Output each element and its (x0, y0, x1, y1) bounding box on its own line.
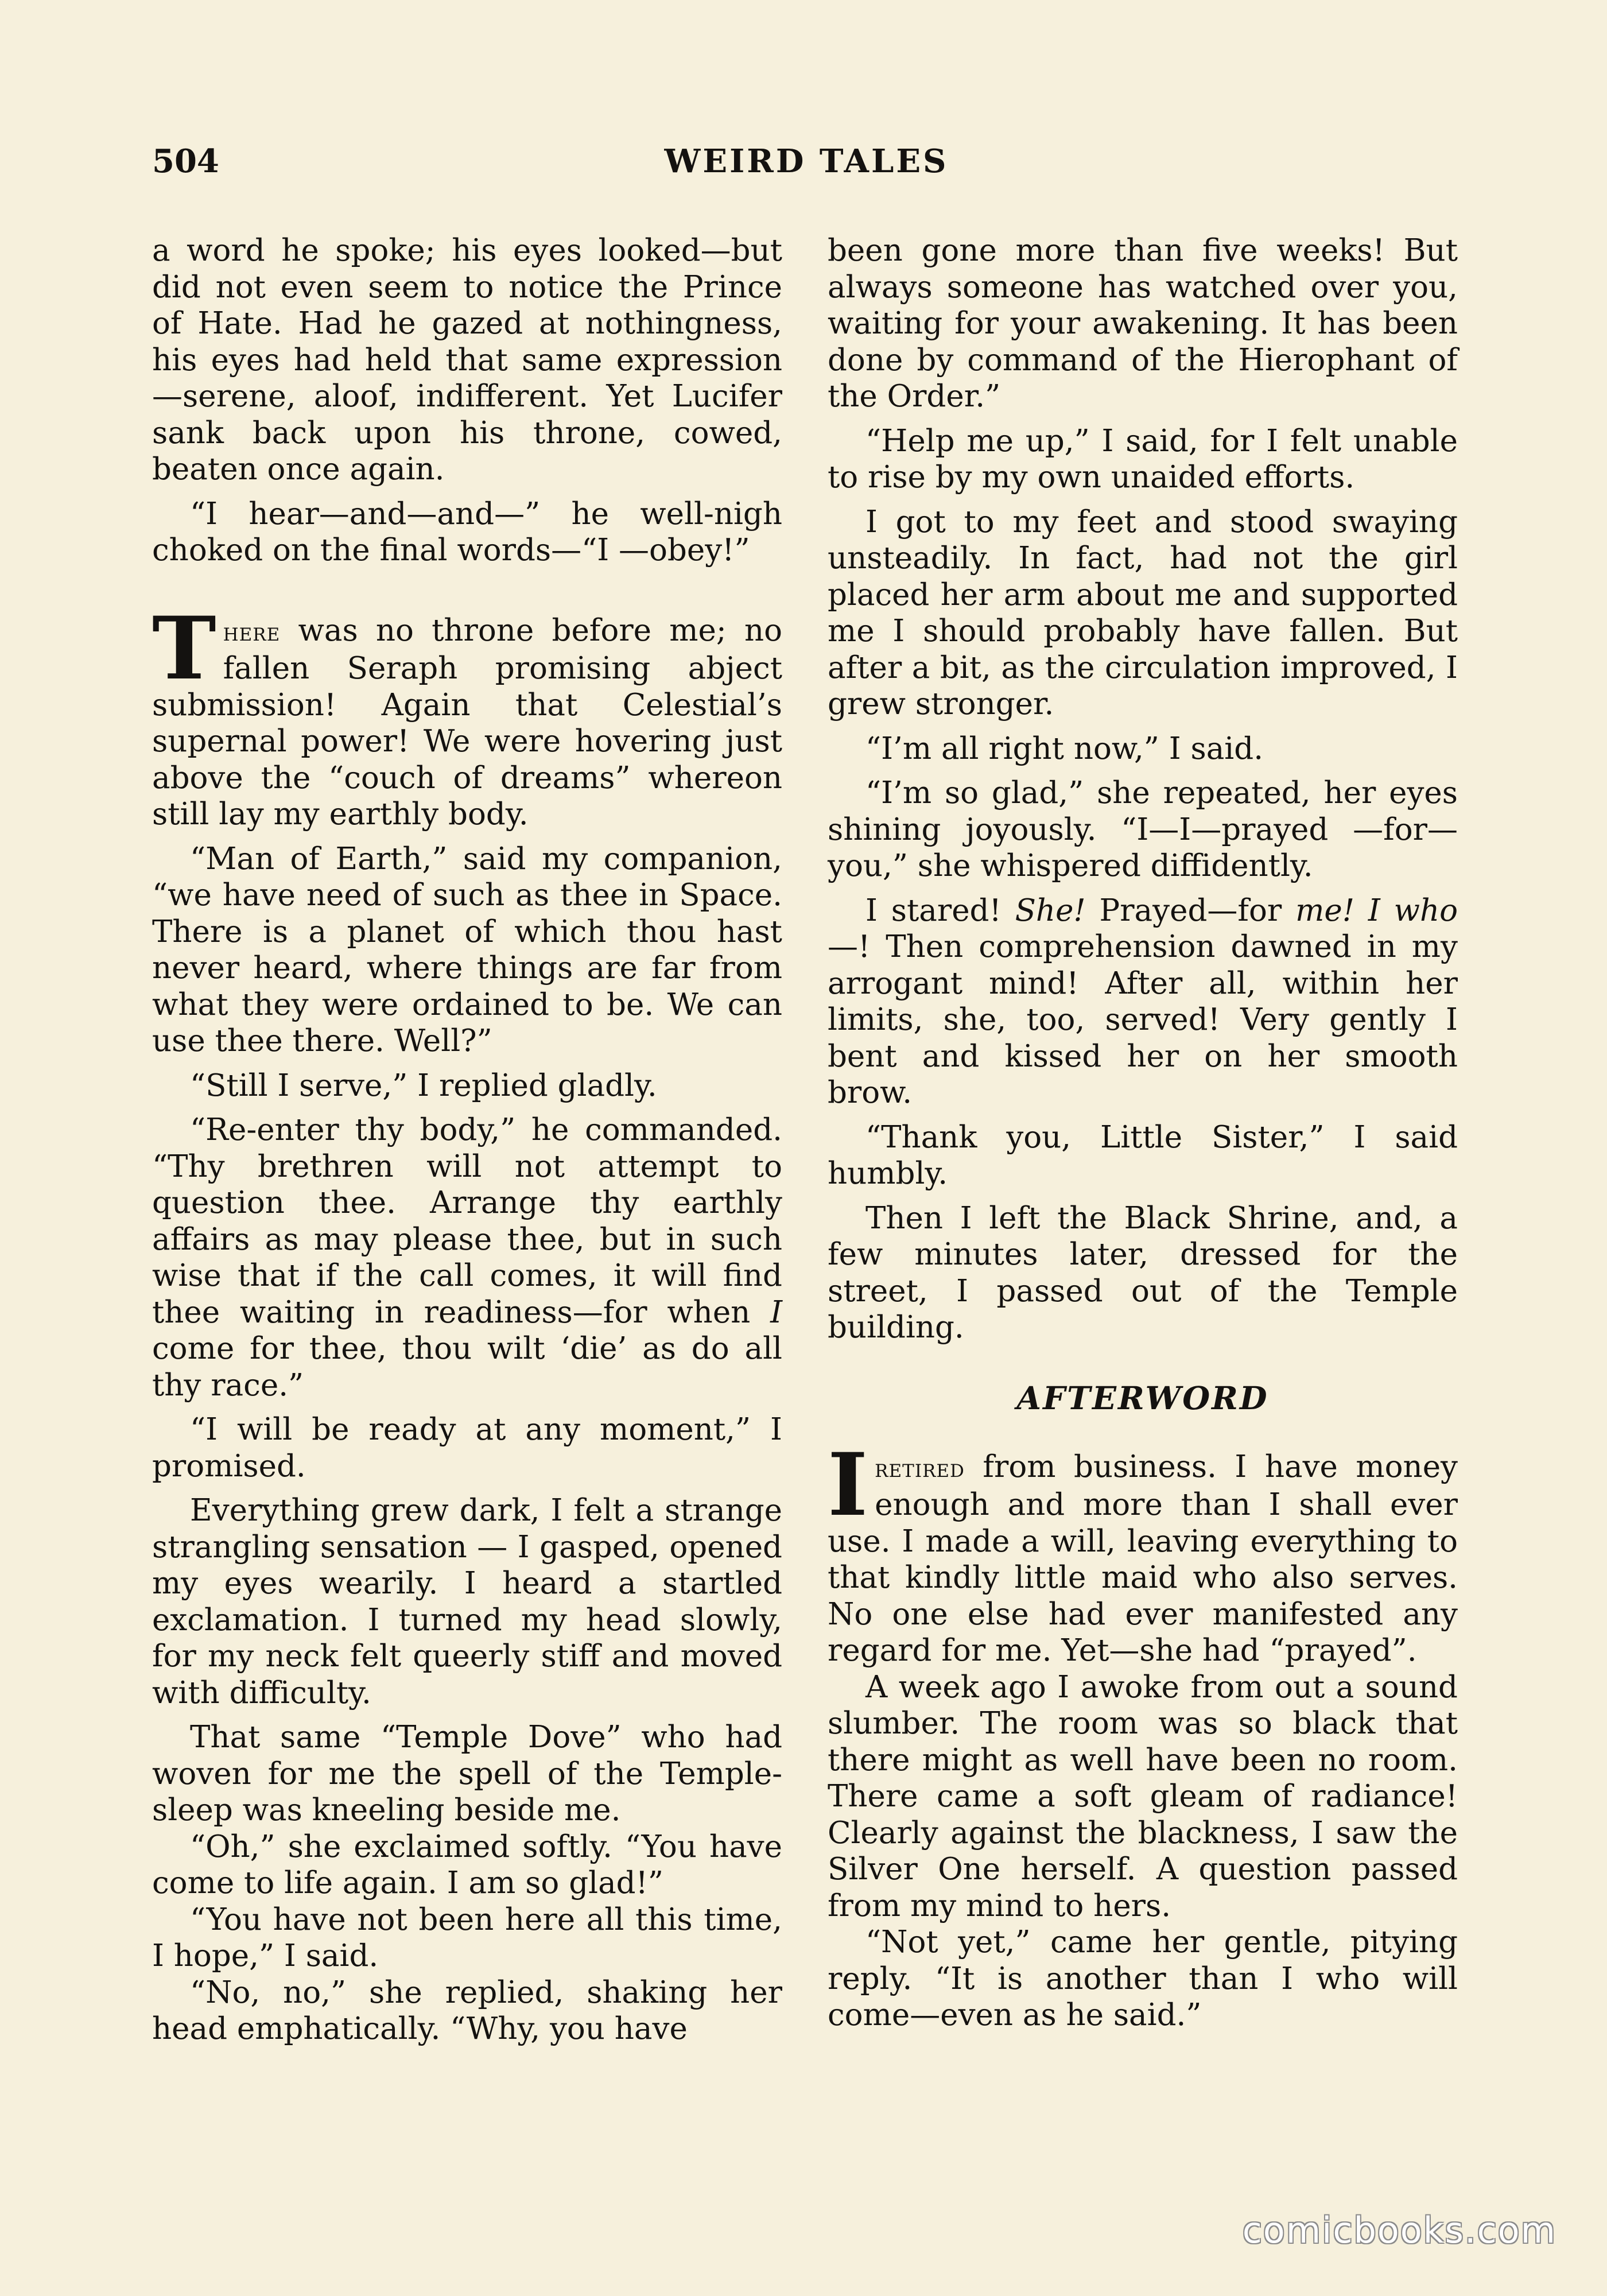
emphasis: me! I who (1295, 893, 1458, 928)
paragraph: “I hear—and—and—” he well-nigh choked on the final words—“I —obey!” (152, 496, 782, 568)
drop-cap: I (828, 1434, 868, 1535)
paragraph: Then I left the Black Shrine, and, a few minutes later, dressed for the street, I passed out of the Temple building. (828, 1200, 1458, 1345)
paragraph-text: come for thee, thou wilt ‘die’ as do all thy race.” (152, 1331, 782, 1403)
paragraph-text: “Re-enter thy body,” he commanded. “Thy brethren will not attempt to question thee. Arrange thy earthly affairs as may please thee, but in such wise that if the call comes, it will find thee waiting in readiness—for when (152, 1112, 782, 1330)
paragraph-text: —! Then comprehension dawned in my arrogant mind! After all, within her limits, she, too, served! Very gently I bent and kissed her on her smooth brow. (828, 929, 1458, 1110)
paragraph (152, 1112, 782, 1403)
paragraph: “No, no,” she replied, shaking her head emphatically. “Why, you have (152, 1975, 782, 2046)
smallcaps-lead: retired (875, 1453, 965, 1483)
paragraph: That same “Temple Dove” who had woven for me the spell of the Temple-sleep was kneeling beside me. (152, 1720, 782, 1828)
paragraph: “I will be ready at any moment,” I promised. (152, 1412, 782, 1484)
paragraph-with-dropcap (152, 598, 782, 833)
paragraph: “Oh,” she exclaimed softly. “You have come to life again. I am so glad!” (152, 1829, 782, 1901)
running-title: WEIRD TALES (664, 142, 949, 180)
emphasis: I (770, 1294, 782, 1330)
smallcaps-lead: here (223, 617, 281, 647)
paragraph: A week ago I awoke from out a sound slumber. The room was so black that there might as well have been no room. There came a soft gleam of radiance! Clearly against the blackness, I saw the Silver One herself. A question passed from my mind to hers. (828, 1669, 1458, 1923)
section-break (828, 1346, 1458, 1379)
paragraph-text: Prayed—for (1085, 893, 1296, 928)
section-break (152, 569, 782, 612)
page-header (152, 142, 1461, 188)
right-column (828, 232, 1458, 2034)
paragraph: “Not yet,” came her gentle, pitying reply. “It is another than I who will come—even as he said.” (828, 1925, 1458, 2033)
paragraph: “Still I serve,” I replied gladly. (190, 1068, 657, 1103)
paragraph-text: from business. I have money enough and more than I shall ever use. I made a will, leaving everything to that kindly little maid who also serves. No one else had ever manifested any regard for me. Yet—she had “prayed”. (828, 1449, 1458, 1668)
section-heading: AFTERWORD (1016, 1379, 1269, 1417)
paragraph: “Man of Earth,” said my companion, “we have need of such as thee in Space. There is a planet of which thou hast never heard, where things are far from what they were ordained to be. We can use thee there. Well?” (152, 841, 782, 1058)
paragraph: “Thank you, Little Sister,” I said humbly. (828, 1119, 1458, 1191)
watermark: comicbooks.com (1242, 2209, 1556, 2251)
paragraph: “Help me up,” I said, for I felt unable to rise by my own unaided efforts. (828, 423, 1458, 495)
paragraph: “I’m so glad,” she repeated, her eyes shining joyously. “I—I—prayed —for—you,” she whispered diffidently. (828, 775, 1458, 883)
paragraph: been gone more than five weeks! But always someone has watched over you, waiting for your awakening. It has been done by command of the Hierophant of the Order.” (828, 233, 1458, 414)
paragraph (828, 893, 1458, 1111)
paragraph: “I’m all right now,” I said. (865, 731, 1264, 766)
paragraph-text: I stared! (865, 893, 1015, 928)
paragraph: a word he spoke; his eyes looked—but did not even seem to notice the Prince of Hate. Had he gazed at nothingness, his eyes had held that same expression—serene, aloof, indifferent. Yet Lucifer sank back upon his throne, cowed, beaten once again. (152, 233, 782, 487)
paragraph: I got to my feet and stood swaying unsteadily. In fact, had not the girl placed her arm about me and supported me I should probably have fallen. But after a bit, as the circulation improved, I grew stronger. (828, 504, 1458, 722)
paragraph-with-dropcap (828, 1434, 1458, 1669)
paragraph-text: was no throne before me; no fallen Seraph promising abject submission! Again that Celestial’s supernal power! We were hovering just above the “couch of dreams” whereon still lay my earthly body. (152, 612, 782, 832)
page-number: 504 (152, 142, 219, 180)
paragraph: Everything grew dark, I felt a strange strangling sensation — I gasped, opened my eyes wearily. I heard a startled exclamation. I turned my head slowly, for my neck felt queerly stiff and moved with difficulty. (152, 1493, 782, 1711)
left-column (152, 232, 782, 2047)
paragraph: “You have not been here all this time, I hope,” I said. (152, 1902, 782, 1973)
emphasis: She! (1015, 893, 1086, 928)
drop-cap: T (152, 598, 216, 699)
